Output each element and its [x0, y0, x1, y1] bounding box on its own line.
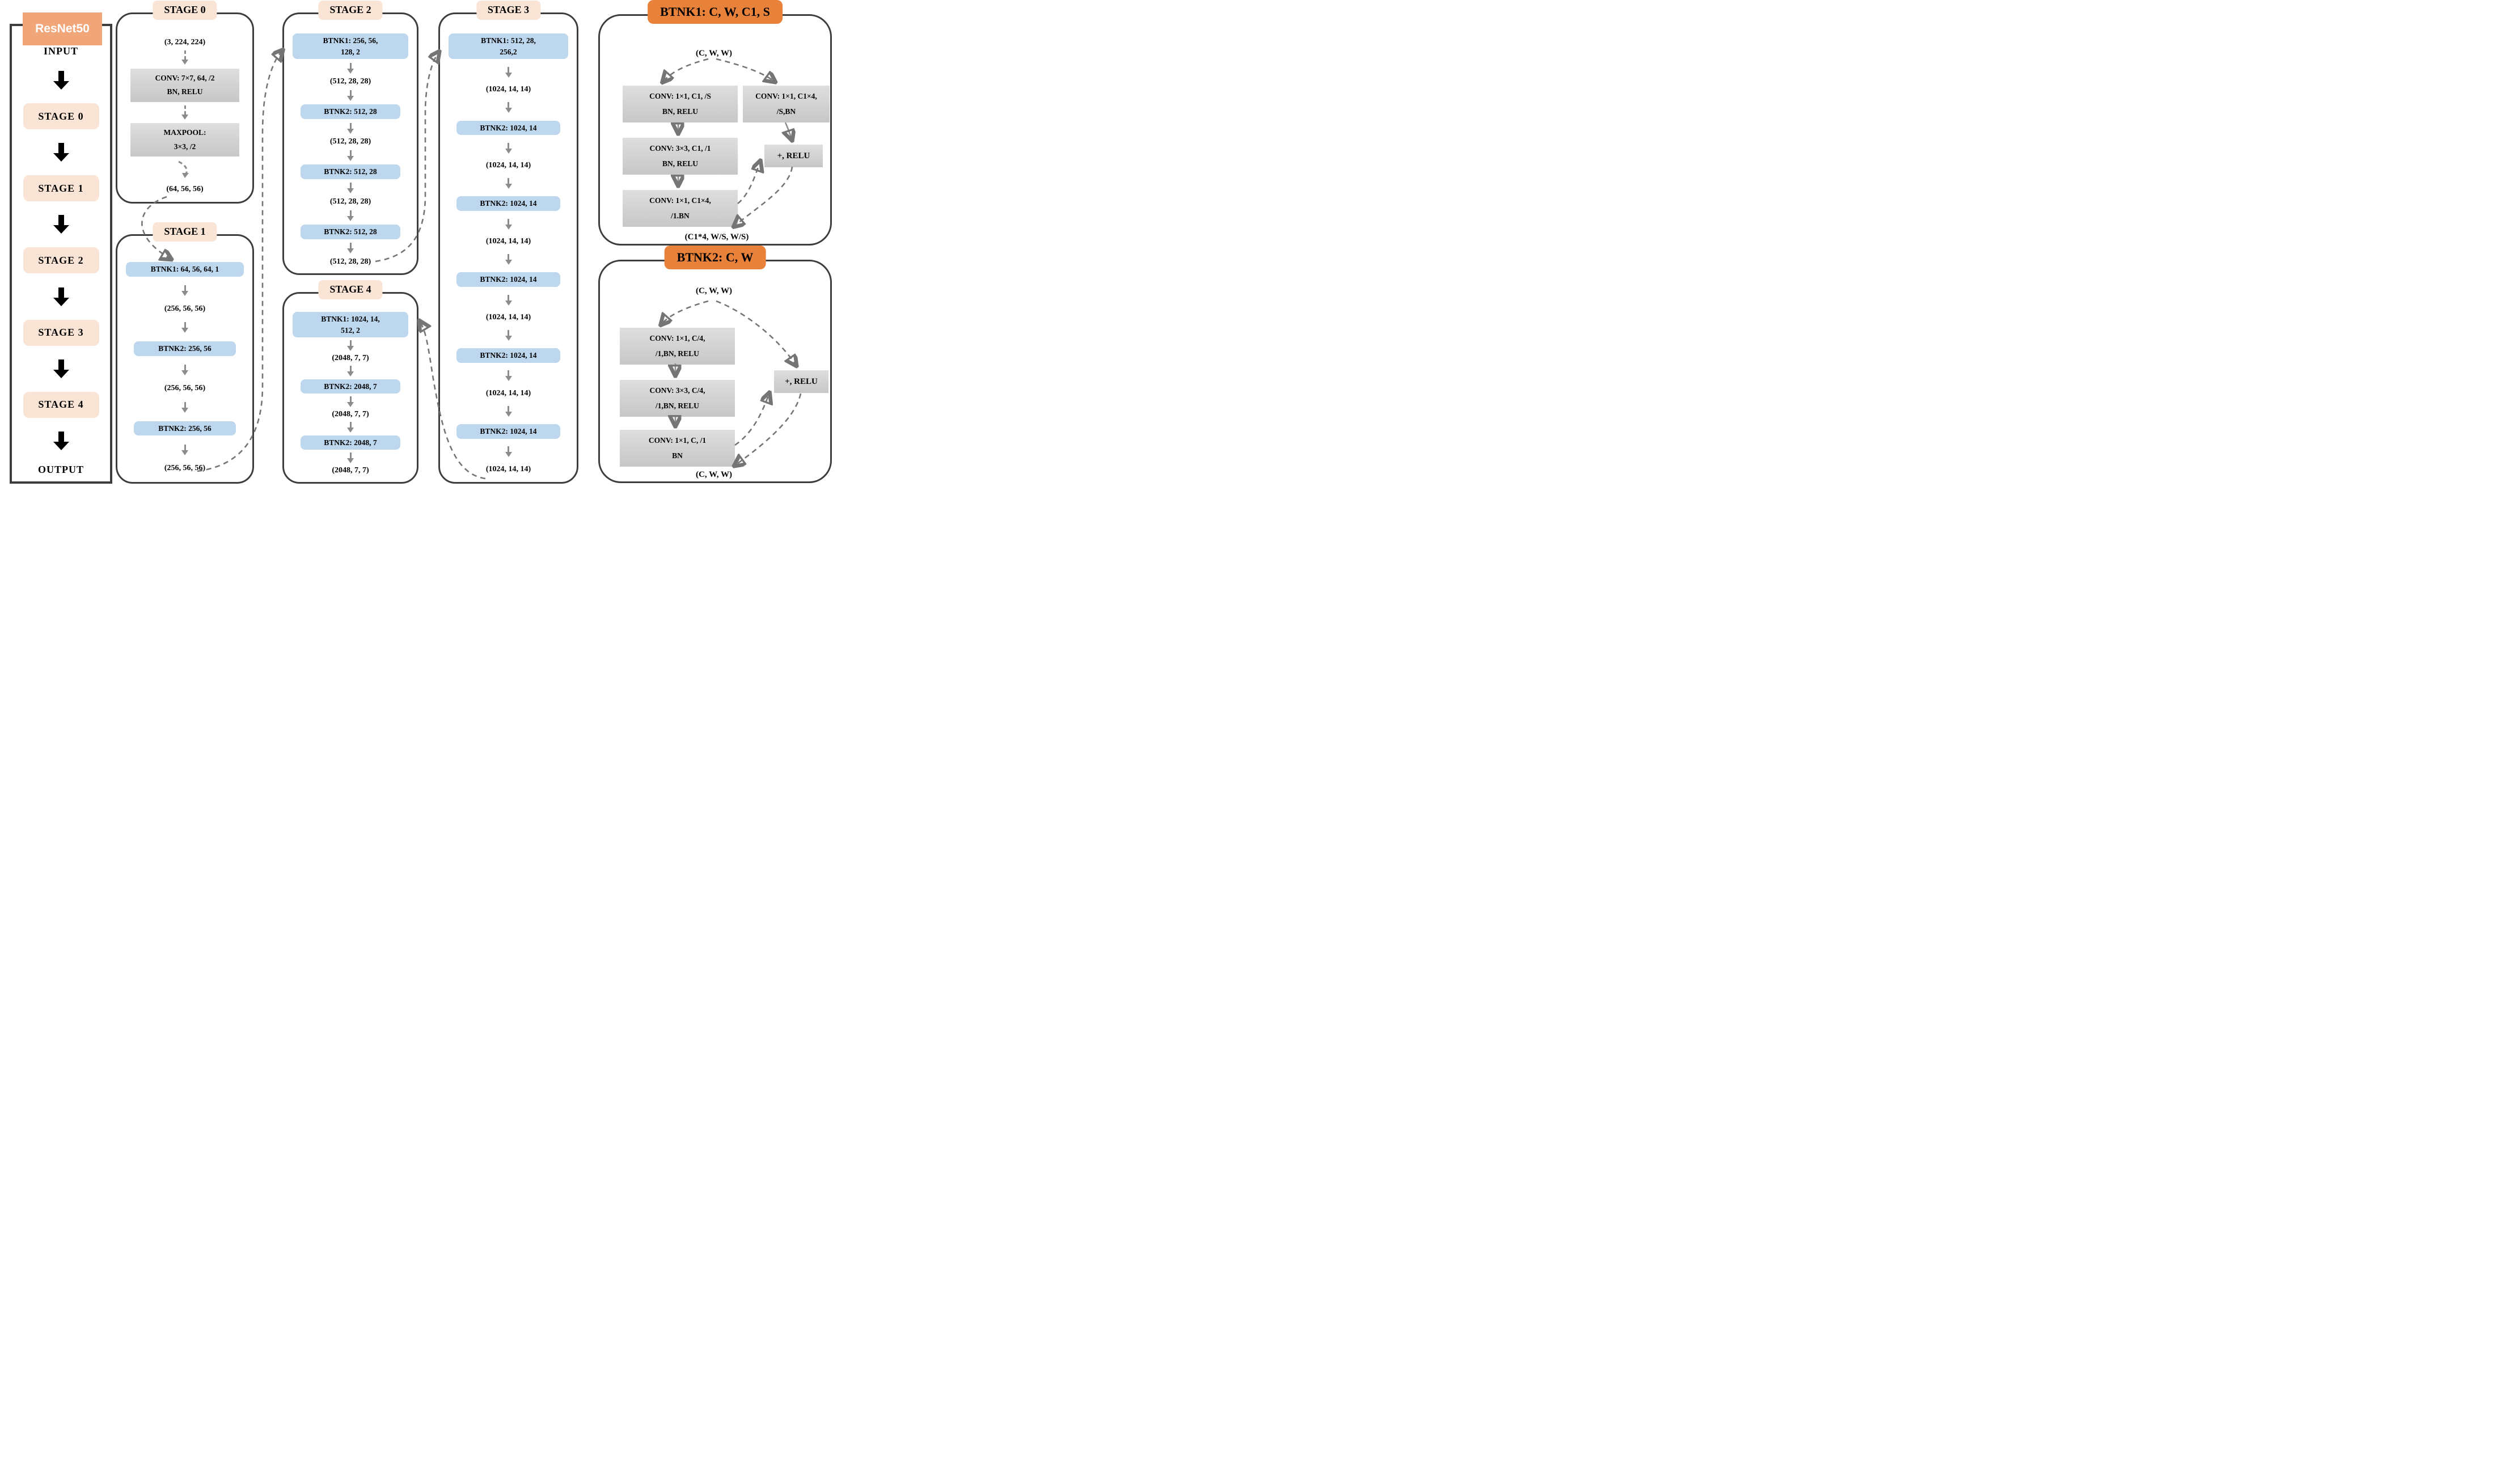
arrow-head [347, 428, 354, 433]
tensor-shape-label: (1024, 14, 14) [485, 85, 531, 94]
flow-arrow-icon [181, 105, 188, 120]
arrow-head [53, 370, 69, 378]
conv-block: MAXPOOL: 3×3, /2 [130, 123, 240, 156]
overview-stage-label: STAGE 3 [23, 320, 99, 346]
arrow-head [53, 298, 69, 306]
flow-arrow-icon [347, 63, 354, 74]
arrow-head [505, 301, 512, 306]
arrow-stem [508, 178, 509, 184]
arrow-stem [184, 365, 186, 370]
arrow-head [347, 69, 354, 74]
arrow-stem [508, 67, 509, 73]
btnk-block: BTNK2: 512, 28 [301, 225, 400, 239]
btnk2-box [598, 250, 832, 483]
arrow-stem [184, 445, 186, 450]
stage2-title: STAGE 2 [318, 1, 382, 20]
stage3-title: STAGE 3 [476, 1, 540, 20]
tensor-shape-label: (512, 28, 28) [329, 77, 371, 86]
arrow-stem [350, 396, 352, 402]
down-arrow-icon [53, 143, 69, 162]
flow-arrow-icon [505, 254, 512, 265]
arrow-head [181, 115, 188, 120]
stage1-box [116, 226, 254, 484]
arrow-head [505, 412, 512, 417]
arrow-head [347, 129, 354, 134]
arrow-stem [184, 402, 186, 408]
flow-arrow-icon [181, 402, 188, 413]
arrow-head [505, 149, 512, 154]
flow-arrow-icon [347, 396, 354, 407]
arrow-stem [350, 90, 352, 96]
arrow-head [347, 248, 354, 253]
btnk-block: BTNK2: 2048, 7 [301, 435, 400, 450]
arrow-stem [350, 183, 352, 188]
arrow-stem [350, 210, 352, 216]
arrow-head [505, 376, 512, 381]
btnk1-output-shape: (C1*4, W/S, W/S) [684, 232, 749, 242]
arrow-head [347, 216, 354, 221]
arrow-stem [184, 322, 186, 328]
arrow-head [347, 346, 354, 351]
btnk-block: BTNK2: 2048, 7 [301, 379, 400, 394]
stage1-title: STAGE 1 [153, 222, 217, 242]
arrow-head [505, 452, 512, 457]
flow-arrow-icon [181, 365, 188, 375]
tensor-shape-label: (2048, 7, 7) [332, 409, 369, 418]
flow-arrow-icon [505, 178, 512, 189]
flow-arrow-icon [347, 183, 354, 193]
tensor-shape-label: (256, 56, 56) [164, 304, 206, 313]
arrow-stem [350, 452, 352, 458]
overview-stage-label: STAGE 1 [23, 175, 99, 201]
btnk1-box [598, 5, 832, 246]
curved-arrow-icon [173, 160, 197, 181]
arrow-head [505, 184, 512, 189]
btnk-block: BTNK2: 512, 28 [301, 164, 400, 179]
flow-arrow-icon [347, 422, 354, 433]
arrow-head [181, 60, 188, 65]
flow-arrow-icon [347, 150, 354, 161]
arrow-stem [350, 340, 352, 346]
conv-block: CONV: 1×1, C1×4, /1.BN [623, 190, 738, 227]
down-arrow-icon [53, 287, 69, 306]
flow-arrow-icon [347, 210, 354, 221]
arrow-head [53, 225, 69, 234]
flow-arrow-icon [347, 123, 354, 134]
btnk-block: BTNK1: 256, 56, 128, 2 [293, 33, 408, 59]
arrow-head [181, 408, 188, 413]
flow-arrow-icon [505, 446, 512, 457]
resnet50-header: ResNet50 [23, 12, 102, 45]
arrow-stem [58, 215, 64, 225]
tensor-shape-label: (64, 56, 56) [166, 185, 204, 193]
arrow-stem [508, 330, 509, 336]
tensor-shape-label: (2048, 7, 7) [332, 466, 369, 475]
arrow-head [505, 73, 512, 78]
conv-block: CONV: 1×1, C1, /S BN, RELU [623, 86, 738, 122]
btnk-block: BTNK2: 1024, 14 [456, 424, 560, 439]
stage0-flow [124, 38, 246, 194]
resnet50-architecture-diagram [0, 0, 840, 490]
conv-block: CONV: 1×1, C/4, /1,BN, RELU [620, 328, 735, 365]
arrow-head [347, 458, 354, 463]
arrow-head [181, 291, 188, 296]
down-arrow-icon [53, 432, 69, 450]
btnk-block: BTNK2: 1024, 14 [456, 272, 560, 287]
arrow-stem [58, 143, 64, 153]
stage4-box [282, 284, 418, 484]
arrow-head [53, 442, 69, 450]
btnk2-add-relu: +, RELU [774, 370, 828, 393]
tensor-shape-label: (256, 56, 56) [164, 463, 206, 472]
arrow-stem [508, 370, 509, 376]
flow-arrow-icon [347, 90, 354, 101]
conv-block: CONV: 3×3, C1, /1 BN, RELU [623, 138, 738, 175]
arrow-stem [58, 359, 64, 370]
btnk-block: BTNK1: 512, 28, 256,2 [449, 33, 568, 59]
btnk-block: BTNK1: 64, 56, 64, 1 [126, 262, 244, 277]
arrow-stem [508, 446, 509, 452]
btnk-block: BTNK2: 512, 28 [301, 104, 400, 119]
btnk2-input-shape: (C, W, W) [696, 286, 732, 295]
arrow-head [53, 81, 69, 90]
arrow-stem [350, 366, 352, 371]
overview-stage-label: STAGE 0 [23, 103, 99, 129]
tensor-shape-label: (1024, 14, 14) [485, 161, 531, 170]
tensor-shape-label: (1024, 14, 14) [485, 389, 531, 398]
btnk1-add-relu: +, RELU [764, 145, 823, 167]
stage3-flow [447, 33, 570, 474]
arrow-stem [350, 63, 352, 69]
flow-arrow-icon [505, 370, 512, 381]
arrow-stem [350, 422, 352, 428]
btnk-block: BTNK2: 1024, 14 [456, 348, 560, 363]
tensor-shape-label: (3, 224, 224) [164, 38, 206, 46]
arrow-stem [350, 123, 352, 129]
flow-arrow-icon [181, 285, 188, 296]
btnk-block: BTNK2: 1024, 14 [456, 121, 560, 136]
arrow-head [181, 370, 188, 375]
flow-arrow-icon [505, 143, 512, 154]
arrow-head [347, 188, 354, 193]
arrow-stem [184, 105, 186, 115]
stage4-title: STAGE 4 [318, 280, 382, 299]
arrow-head [347, 371, 354, 377]
conv-block: CONV: 1×1, C, /1 BN [620, 430, 735, 467]
arrow-stem [184, 285, 186, 291]
flow-arrow-icon [347, 243, 354, 253]
conv-block: CONV: 1×1, C1×4, /S,BN [743, 86, 830, 122]
flow-arrow-icon [505, 406, 512, 417]
arrow-stem [508, 406, 509, 412]
stage1-flow [124, 262, 246, 473]
flow-arrow-icon [181, 322, 188, 333]
arrow-head [347, 402, 354, 407]
arrow-stem [508, 295, 509, 301]
flow-arrow-icon [505, 102, 512, 113]
conv-block: CONV: 3×3, C/4, /1,BN, RELU [620, 380, 735, 417]
arrow-stem [350, 150, 352, 156]
arrow-stem [508, 254, 509, 260]
tensor-shape-label: (1024, 14, 14) [485, 237, 531, 246]
arrow-stem [58, 432, 64, 442]
flow-arrow-icon [181, 445, 188, 455]
overview-input-label: INPUT [43, 45, 78, 57]
arrow-stem [508, 143, 509, 149]
overview-output-label: OUTPUT [37, 463, 84, 475]
tensor-shape-label: (512, 28, 28) [329, 137, 371, 146]
stage2-box [282, 4, 418, 275]
stage2-flow [291, 33, 410, 267]
btnk2-title: BTNK2: C, W [665, 246, 766, 269]
stage0-title: STAGE 0 [153, 1, 217, 20]
arrow-head [505, 225, 512, 230]
flow-arrow-icon [505, 330, 512, 341]
flow-arrow-icon [181, 50, 188, 65]
arrow-stem [58, 71, 64, 81]
overview-panel [10, 24, 112, 484]
stage4-flow [291, 312, 410, 475]
arrow-head [505, 108, 512, 113]
arrow-head [53, 153, 69, 162]
flow-arrow-icon [347, 452, 354, 463]
flow-arrow-icon [505, 295, 512, 306]
down-arrow-icon [53, 359, 69, 378]
tensor-shape-label: (1024, 14, 14) [485, 465, 531, 473]
btnk-block: BTNK1: 1024, 14, 512, 2 [293, 312, 408, 337]
down-arrow-icon [53, 215, 69, 234]
arrow-stem [508, 102, 509, 108]
tensor-shape-label: (256, 56, 56) [164, 384, 206, 393]
arrow-head [505, 260, 512, 265]
arrow-head [347, 96, 354, 101]
arrow-stem [58, 287, 64, 298]
overview-stage-label: STAGE 2 [23, 247, 99, 273]
arrow-stem [508, 219, 509, 225]
stage3-box [438, 4, 578, 484]
flow-arrow-icon [505, 219, 512, 230]
tensor-shape-label: (2048, 7, 7) [332, 353, 369, 362]
tensor-shape-label: (512, 28, 28) [329, 257, 371, 266]
overview-stage-label: STAGE 4 [23, 392, 99, 418]
arrow-stem [350, 243, 352, 248]
overview-flow [12, 45, 110, 476]
btnk-block: BTNK2: 1024, 14 [456, 196, 560, 211]
btnk1-title: BTNK1: C, W, C1, S [648, 0, 783, 24]
flow-arrow-icon [347, 366, 354, 377]
arrow-head [347, 156, 354, 161]
flow-arrow-icon [505, 67, 512, 78]
down-arrow-icon [53, 71, 69, 90]
btnk1-input-shape: (C, W, W) [696, 49, 732, 58]
arrow-head [181, 450, 188, 455]
tensor-shape-label: (1024, 14, 14) [485, 313, 531, 322]
btnk2-output-shape: (C, W, W) [696, 470, 732, 479]
tensor-shape-label: (512, 28, 28) [329, 197, 371, 206]
arrow-head [505, 336, 512, 341]
btnk-block: BTNK2: 256, 56 [134, 341, 236, 356]
arrow-head [181, 328, 188, 333]
stage0-box [116, 4, 254, 204]
arrow-stem [184, 50, 186, 60]
flow-arrow-icon [347, 340, 354, 351]
conv-block: CONV: 7×7, 64, /2 BN, RELU [130, 69, 240, 102]
btnk-block: BTNK2: 256, 56 [134, 421, 236, 436]
